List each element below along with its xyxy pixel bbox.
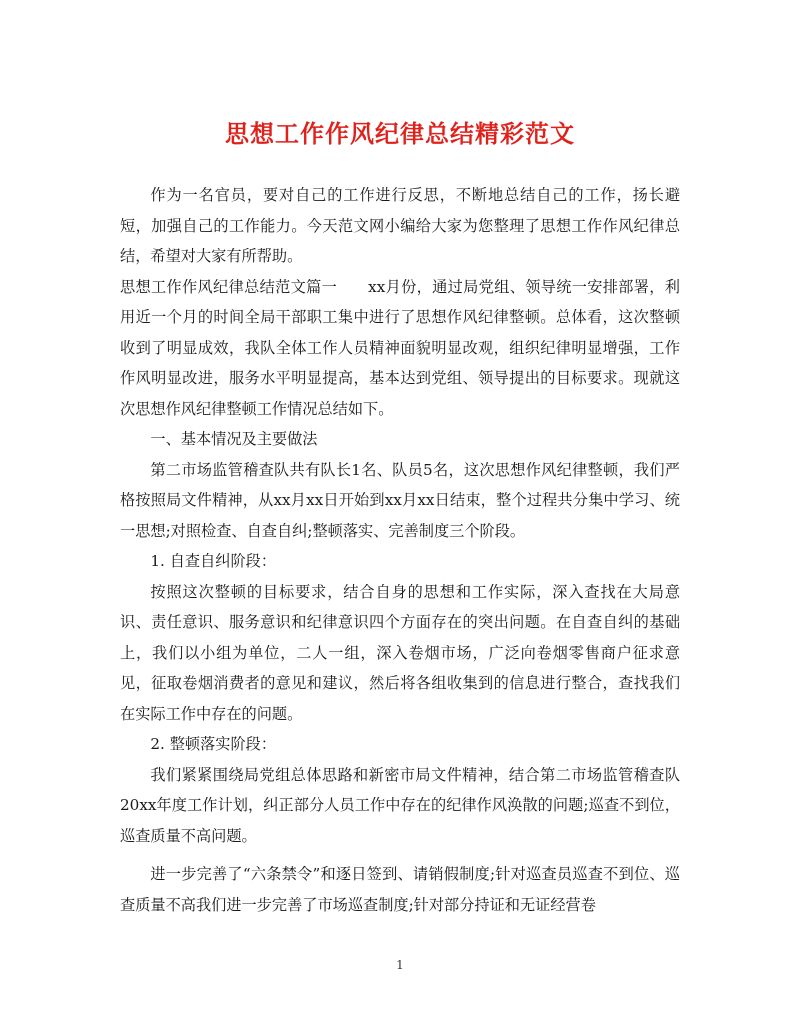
body-paragraph: 第二市场监管稽查队共有队长1名、队员5名，这次思想作风纪律整顿，我们严格按照局文件精神，从xx月xx日开始到xx月xx日结束，整个过程共分集中学习、统一思想;对照检查、自查自纠;整顿落实、完善制度三个阶段。	[120, 460, 680, 540]
section-heading: 一、基本情况及主要做法	[150, 430, 318, 448]
body-paragraph: 按照这次整顿的目标要求，结合自身的思想和工作实际，深入查找在大局意识、责任意识、服务意识和纪律意识四个方面存在的突出问题。在自查自纠的基础上，我们以小组为单位，二人一组，深入卷烟市场，广泛向卷烟零售商户征求意见，征取卷烟消费者的意见和建议，然后将各组收集到的信息进行整合，查找我们在实际工作中存在的问题。	[120, 582, 680, 723]
document-title: 思想工作作风纪律总结精彩范文	[225, 119, 575, 148]
subsection-heading: 2. 整顿落实阶段：	[150, 735, 277, 753]
page-number: 1	[396, 958, 404, 972]
subsection-heading: 1. 自查自纠阶段：	[150, 552, 277, 570]
body-paragraph: 进一步完善了“六条禁令”和逐日签到、请销假制度;针对巡查员巡查不到位、巡查质量不高我们进一步完善了市场巡查制度;针对部分持证和无证经营卷	[120, 865, 680, 914]
intro-paragraph: 作为一名官员，要对自己的工作进行反思，不断地总结自己的工作，扬长避短，加强自己的工作能力。今天范文网小编给大家为您整理了思想工作作风纪律总结，希望对大家有所帮助。	[120, 186, 680, 265]
section-paragraph: 思想工作作风纪律总结范文篇一 xx月份，通过局党组、领导统一安排部署，利用近一个月的时间全局干部职工集中进行了思想作风纪律整顿。总体看，这次整顿收到了明显成效，我队全体工作人员精神面貌明显改观，组织纪律明显增强，工作作风明显改进，服务水平明显提高，基本达到党组、领导提出的目标要求。现就这次思想作风纪律整顿工作情况总结如下。	[120, 277, 680, 418]
document-body	[120, 180, 680, 920]
body-paragraph: 我们紧紧围绕局党组总体思路和新密市局文件精神，结合第二市场监管稽查队20xx年度工作计划，纠正部分人员工作中存在的纪律作风涣散的问题;巡查不到位，巡查质量不高问题。	[120, 765, 680, 845]
